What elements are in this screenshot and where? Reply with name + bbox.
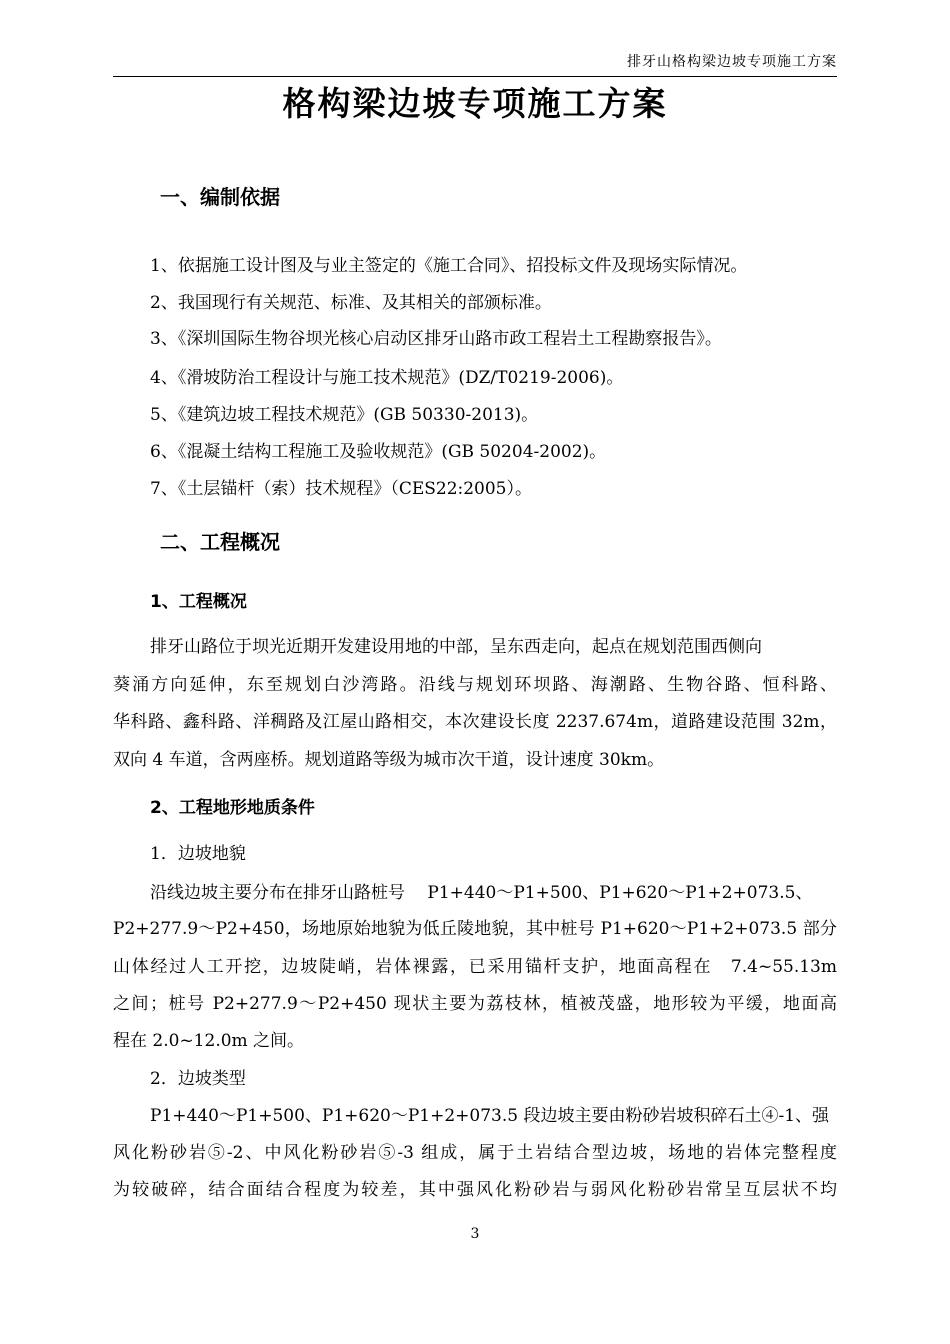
list-item: 2、我国现行有关规范、标准、及其相关的部颁标准。 (150, 293, 552, 313)
list-item: 7、《土层锚杆（索）技术规程》（CES22:2005）。 (150, 479, 533, 499)
list-item: 5、《建筑边坡工程技术规范》(GB 50330-2013)。 (150, 405, 539, 425)
paragraph-label: 1．边坡地貌 (150, 844, 246, 864)
paragraph-line: 山体经过人工开挖，边坡陡峭，岩体裸露，已采用锚杆支护，地面高程在 7.4~55.13m (113, 957, 837, 977)
page-number: 3 (470, 1226, 480, 1242)
paragraph-line: 为较破碎，结合面结合程度为较差，其中强风化粉砂岩与弱风化粉砂岩常呈互层状不均 (113, 1180, 837, 1200)
list-item: 3、《深圳国际生物谷坝光核心启动区排牙山路市政工程岩土工程勘察报告》。 (150, 329, 722, 349)
header-divider (113, 76, 837, 77)
list-item: 6、《混凝土结构工程施工及验收规范》(GB 50204-2002)。 (150, 442, 607, 462)
section-heading-basis: 一、编制依据 (160, 185, 280, 209)
list-item: 4、《滑坡防治工程设计与施工技术规范》(DZ/T0219-2006)。 (150, 368, 624, 388)
subsection-heading-geology: 2、工程地形地质条件 (150, 798, 315, 818)
paragraph-line: 风化粉砂岩⑤-2、中风化粉砂岩⑤-3 组成，属于土岩结合型边坡，场地的岩体完整程度 (113, 1143, 837, 1163)
paragraph-line: 双向 4 车道，含两座桥。规划道路等级为城市次干道，设计速度 30km。 (113, 750, 665, 770)
paragraph-label: 2．边坡类型 (150, 1069, 246, 1089)
paragraph-line: 沿线边坡主要分布在排牙山路桩号 P1+440～P1+500、P1+620～P1+2+073.5、 (150, 883, 813, 903)
paragraph-line: 程在 2.0~12.0m 之间。 (113, 1031, 305, 1051)
subsection-heading-overview: 1、工程概况 (150, 592, 247, 612)
paragraph-line: 之间；桩号 P2+277.9～P2+450 现状主要为荔枝林，植被茂盛，地形较为平缓，地面高 (113, 994, 837, 1014)
list-item: 1、依据施工设计图及与业主签定的《施工合同》、招投标文件及现场实际情况。 (150, 256, 748, 276)
paragraph-line: 排牙山路位于坝光近期开发建设用地的中部，呈东西走向，起点在规划范围西侧向 (150, 637, 762, 657)
paragraph-line: P2+277.9～P2+450，场地原始地貌为低丘陵地貌，其中桩号 P1+620～P1+2+073.5 部分 (113, 919, 837, 939)
section-heading-overview: 二、工程概况 (160, 530, 280, 554)
paragraph-line: 华科路、鑫科路、洋稠路及江屋山路相交，本次建设长度 2237.674m，道路建设范围 32m， (113, 712, 837, 732)
paragraph-line: P1+440～P1+500、P1+620～P1+2+073.5 段边坡主要由粉砂岩坡积碎石土④-1、强 (150, 1106, 830, 1126)
document-title: 格构梁边坡专项施工方案 (282, 84, 668, 123)
paragraph-line: 葵涌方向延伸，东至规划白沙湾路。沿线与规划环坝路、海潮路、生物谷路、恒科路、 (113, 675, 837, 695)
header-text: 排牙山格构梁边坡专项施工方案 (627, 54, 837, 70)
